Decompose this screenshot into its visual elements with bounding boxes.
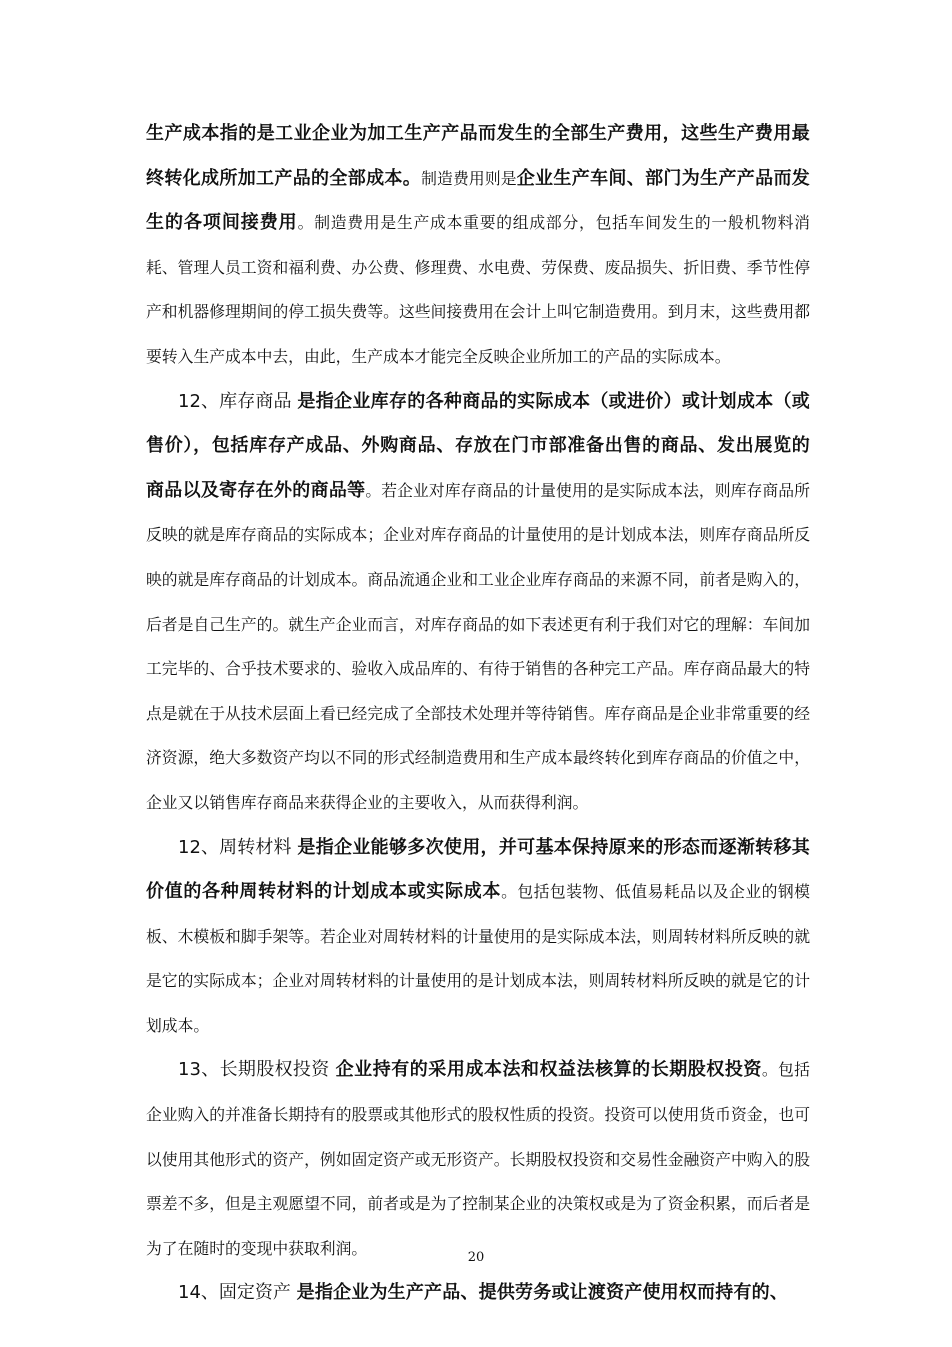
- paragraph-inventory-goods: [146, 380, 810, 826]
- regular-text: 。制造费用是生产成本重要的组成部分，包括车间发生的一般机物料消耗、管理人员工资和福利费、办公费、修理费、水电费、劳保费、废品损失、折旧费、季节性停产和机器修理期间的停工损失费等。这些间接费用在会计上叫它制造费用。到月末，这些费用都要转入生产成本中去，由此，生产成本才能完全反映企业所加工的产品的实际成本。: [146, 213, 810, 366]
- paragraph-production-cost: [146, 112, 810, 380]
- section-heading: 12、库存商品: [178, 390, 298, 412]
- paragraph-fixed-assets: [146, 1271, 810, 1316]
- regular-text: 。包括企业购入的并准备长期持有的股票或其他形式的股权性质的投资。投资可以使用货币资金，也可以使用其他形式的资产，例如固定资产或无形资产。长期股权投资和交易性金融资产中购入的股票差不多，但是主观愿望不同，前者或是为了控制某企业的决策权或是为了资金积累，而后者是为了在随时的变现中获取利润。: [146, 1060, 810, 1258]
- document-body: [146, 112, 810, 1316]
- section-heading: 12、周转材料: [178, 836, 298, 858]
- regular-text: 。若企业对库存商品的计量使用的是实际成本法，则库存商品所反映的就是库存商品的实际成本；企业对库存商品的计量使用的是计划成本法，则库存商品所反映的就是库存商品的计划成本。商品流通企业和工业企业库存商品的来源不同，前者是购入的，后者是自己生产的。就生产企业而言，对库存商品的如下表述更有利于我们对它的理解：车间加工完毕的、合乎技术要求的、验收入成品库的、有待于销售的各种完工产品。库存商品最大的特点是就在于从技术层面上看已经完成了全部技术处理并等待销售。库存商品是企业非常重要的经济资源，绝大多数资产均以不同的形式经制造费用和生产成本最终转化到库存商品的价值之中，企业又以销售库存商品来获得企业的主要收入，从而获得利润。: [146, 480, 810, 812]
- paragraph-long-term-equity: [146, 1048, 810, 1271]
- bold-text: 是指企业能够多次使用，并可基本保持原来的形态而逐渐转移其价值的各种周转材料的计划成本或实际成本: [146, 836, 810, 903]
- section-heading: 14、固定资产: [178, 1282, 297, 1304]
- regular-text: 制造费用则是: [421, 168, 517, 188]
- bold-text: 是指企业库存的各种商品的实际成本（或进价）或计划成本（或售价），包括库存产成品、外购商品、存放在门市部准备出售的商品、发出展览的商品以及寄存在外的商品等: [146, 390, 810, 501]
- regular-text: 。包括包装物、低值易耗品以及企业的钢模板、木模板和脚手架等。若企业对周转材料的计量使用的是实际成本法，则周转材料所反映的就是它的实际成本；企业对周转材料的计量使用的是计划成本法，则周转材料所反映的就是它的计划成本。: [146, 882, 810, 1035]
- bold-text: 企业持有的采用成本法和权益法核算的长期股权投资: [335, 1059, 762, 1081]
- section-heading: 13、长期股权投资: [178, 1059, 336, 1081]
- paragraph-turnover-materials: [146, 826, 810, 1049]
- bold-text: 生产成本指的是工业企业为加工生产产品而发生的全部生产费用，这些生产费用最终转化成所加工产品的全部成本。: [146, 123, 810, 189]
- bold-text: 企业生产车间、部门为生产产品而发生的各项间接费用: [146, 167, 811, 234]
- bold-text: 是指企业为生产产品、提供劳务或让渡资产使用权而持有的、: [296, 1282, 789, 1304]
- page-number: 20: [467, 1250, 485, 1265]
